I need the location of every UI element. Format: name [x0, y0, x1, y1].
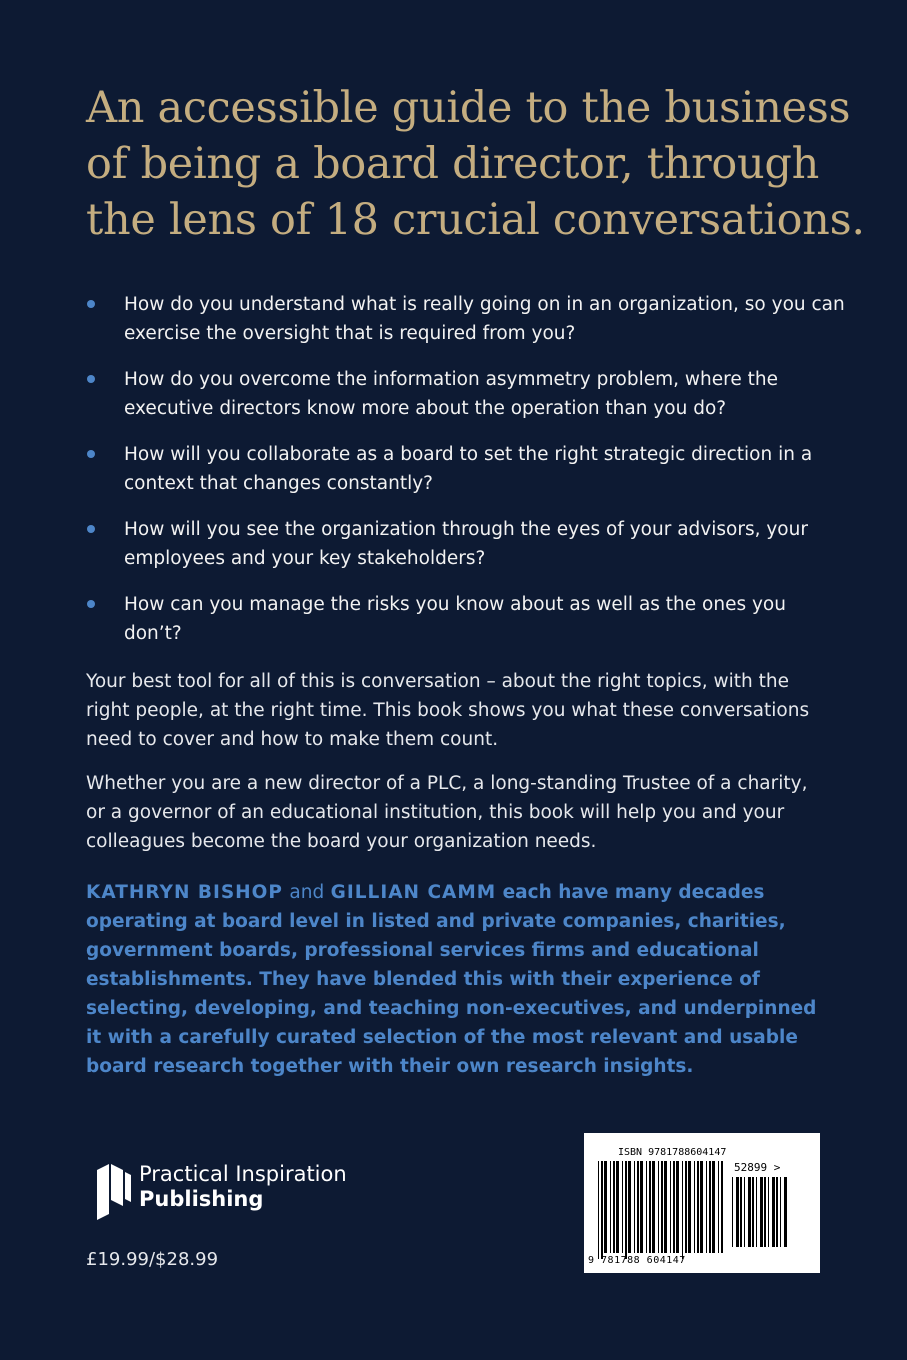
barcode-bar: [670, 1161, 671, 1253]
publisher-name-line2: Publishing: [139, 1187, 264, 1211]
barcode-bar: [646, 1161, 647, 1253]
barcode-bar: [625, 1161, 627, 1259]
question-text: How do you overcome the information asymmetry problem, where the executive directors know more about the operation than you do?: [124, 369, 778, 419]
barcode-bar: [772, 1177, 775, 1247]
barcode-bar: [776, 1177, 778, 1247]
barcode-bar: [740, 1177, 742, 1247]
bio-conjunction: and: [289, 882, 325, 903]
audience-paragraph: Whether you are a new director of a PLC, a long-standing Trustee of a charity, or a governor of an educational institution, this book will help you and your colleagues become the board your organization needs.: [86, 773, 808, 852]
barcode-bar: [676, 1161, 679, 1253]
publisher-logo-icon: [97, 1162, 131, 1222]
bullet-icon: [87, 375, 95, 383]
barcode-bar: [604, 1161, 607, 1253]
barcode-bar: [700, 1161, 703, 1253]
author-bio: [86, 878, 826, 1081]
bullet-icon: [87, 450, 95, 458]
barcode-bar: [697, 1161, 699, 1253]
barcode-bar: [616, 1161, 619, 1253]
barcode-bar: [658, 1161, 659, 1253]
barcode-addon-number: 52899 >: [734, 1161, 781, 1174]
question-list: [86, 290, 846, 665]
price: £19.99/$28.99: [86, 1249, 219, 1270]
barcode-bar: [673, 1161, 675, 1253]
barcode-bar: [601, 1161, 603, 1259]
barcode-bar: [694, 1161, 695, 1253]
barcode: [584, 1133, 820, 1273]
barcode-bar: [598, 1161, 599, 1259]
isbn-text: ISBN 9781788604147: [618, 1147, 727, 1158]
author-name: GILLIAN CAMM: [330, 882, 497, 903]
barcode-bar: [622, 1161, 623, 1253]
barcode-bar: [764, 1177, 766, 1247]
list-item: [86, 365, 846, 423]
barcode-bar: [634, 1161, 635, 1253]
barcode-bar: [706, 1161, 707, 1253]
barcode-bar: [688, 1161, 691, 1253]
list-item: [86, 290, 846, 348]
barcode-bar: [682, 1161, 683, 1259]
barcode-bar: [780, 1177, 781, 1247]
barcode-bar: [637, 1161, 639, 1253]
question-text: How will you collaborate as a board to set the right strategic direction in a context that changes constantly?: [124, 444, 813, 494]
barcode-bar: [732, 1177, 733, 1247]
barcode-bar: [649, 1161, 651, 1253]
question-text: How can you manage the risks you know about as well as the ones you don’t?: [124, 594, 786, 644]
barcode-bar: [610, 1161, 611, 1253]
barcode-bar: [736, 1177, 739, 1247]
barcode-bar: [760, 1177, 763, 1247]
publisher-logo: [97, 1162, 347, 1222]
barcode-bar: [756, 1177, 757, 1247]
barcode-bar: [768, 1177, 769, 1247]
barcode-bar: [640, 1161, 643, 1253]
barcode-bar: [664, 1161, 667, 1253]
barcode-bar: [784, 1177, 787, 1247]
question-text: How do you understand what is really going on in an organization, so you can exercise the oversight that is required from you?: [124, 294, 845, 344]
barcode-bar: [685, 1161, 687, 1253]
barcode-bar: [718, 1161, 719, 1253]
headline: An accessible guide to the business of being a board director, through the lens of 18 crucial conversations.: [86, 83, 865, 245]
publisher-name-line1: Practical Inspiration: [139, 1162, 347, 1186]
list-item: [86, 440, 846, 498]
barcode-bar: [613, 1161, 615, 1253]
barcode-bar: [712, 1161, 715, 1253]
barcode-digits: 9 781788 604147: [588, 1255, 686, 1266]
barcode-bar: [709, 1161, 711, 1253]
barcode-bar: [748, 1177, 751, 1247]
list-item: [86, 590, 846, 648]
bio-text: each have many decades operating at board level in listed and private companies, charities, government boards, professional services firms and educational establishments. They have blended this with their experience of selecting, developing, and teaching non-executives, and underpinned it with a carefully curated selection of the most relevant and usable board research together with their own research insights.: [86, 882, 817, 1077]
barcode-bar: [744, 1177, 745, 1247]
barcode-bar: [652, 1161, 655, 1253]
author-name: KATHRYN BISHOP: [86, 882, 283, 903]
bullet-icon: [87, 300, 95, 308]
question-text: How will you see the organization through the eyes of your advisors, your employees and your key stakeholders?: [124, 519, 808, 569]
list-item: [86, 515, 846, 573]
barcode-addon-bars: [732, 1177, 788, 1253]
barcode-bar: [661, 1161, 663, 1253]
bullet-icon: [87, 600, 95, 608]
barcode-bars: [598, 1161, 726, 1259]
bullet-icon: [87, 525, 95, 533]
barcode-bar: [752, 1177, 754, 1247]
barcode-bar: [628, 1161, 631, 1253]
intro-paragraph: Your best tool for all of this is conversation – about the right topics, with the right people, at the right time. This book shows you what these conversations need to cover and how to make them count.: [86, 671, 810, 750]
barcode-bar: [721, 1161, 723, 1253]
